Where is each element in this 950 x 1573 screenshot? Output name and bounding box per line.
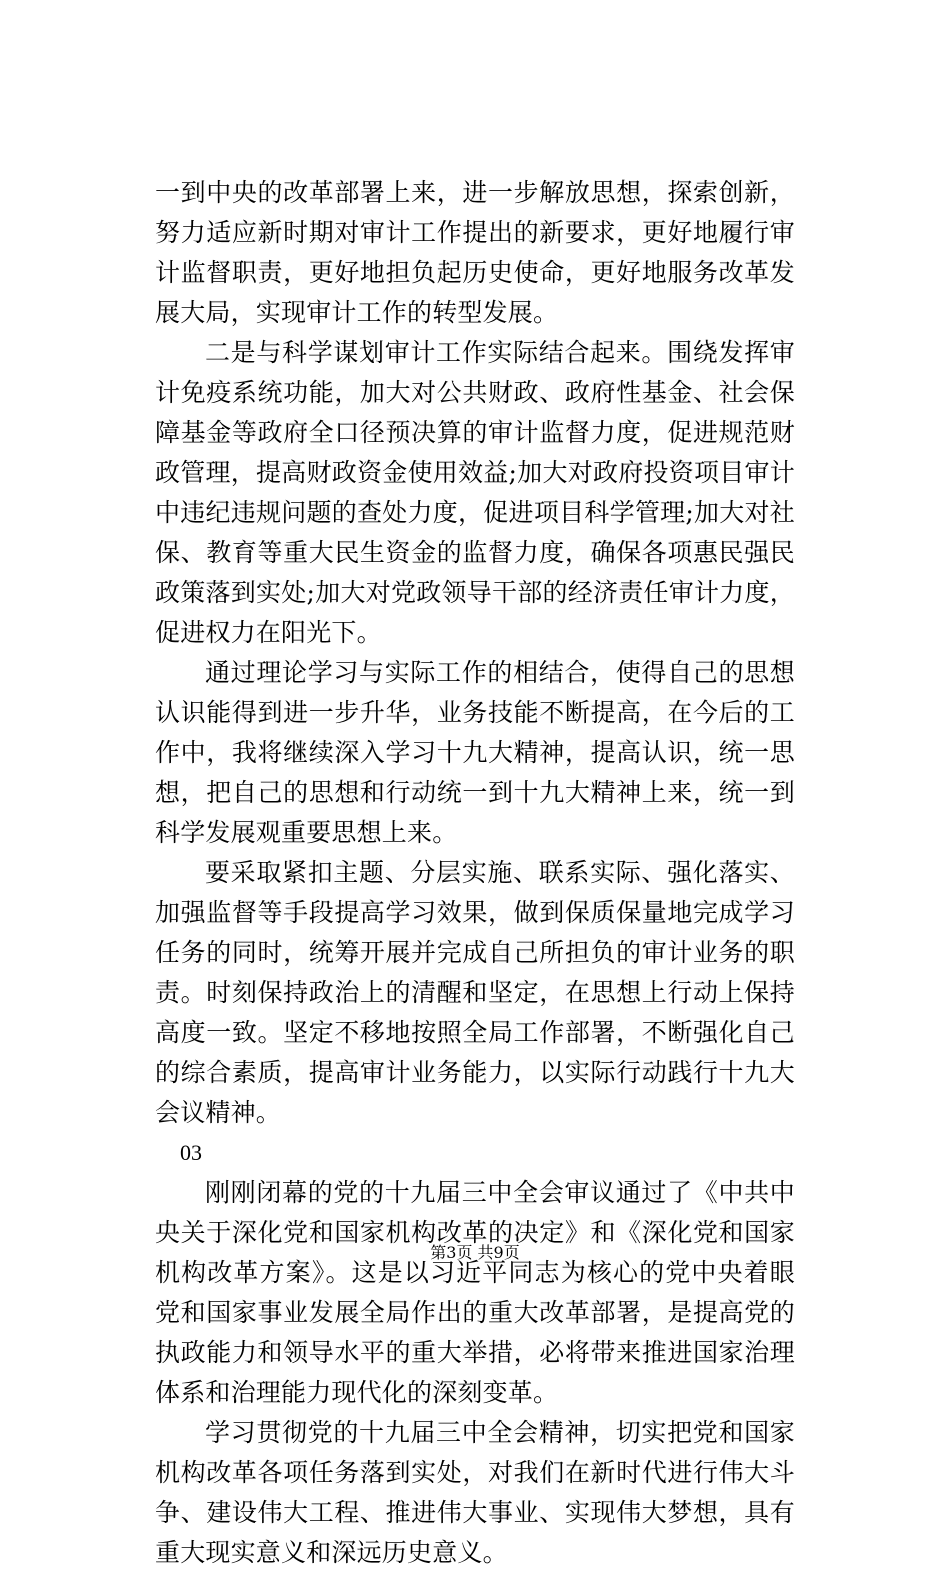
- paragraph-significance: 学习贯彻党的十九届三中全会精神，切实把党和国家机构改革各项任务落到实处，对我们在新时代进行伟大斗争、建设伟大工程、推进伟大事业、实现伟大梦想，具有重大现实意义和深远历史意义。: [155, 1418, 795, 1567]
- paragraph-audit-planning: 二是与科学谋划审计工作实际结合起来。围绕发挥审计免疫系统功能，加大对公共财政、政府性基金、社会保障基金等政府全口径预决算的审计监督力度，促进规范财政管理，提高财政资金使用效益;加大对政府投资项目审计中违纪违规问题的查处力度，促进项目科学管理;加大对社保、教育等重大民生资金的监督力度，确保各项惠民强民政策落到实处;加大对党政领导干部的经济责任审计力度，促进权力在阳光下。: [155, 338, 795, 647]
- page-footer: 第3页 共9页: [430, 1243, 520, 1262]
- document-body: [155, 173, 795, 1573]
- section-number: 03: [180, 1140, 202, 1165]
- paragraph-plenary-session: 刚刚闭幕的党的十九届三中全会审议通过了《中共中央关于深化党和国家机构改革的决定》和《深化党和国家机构改革方案》。这是以习近平同志为核心的党中央着眼党和国家事业发展全局作出的重大改革部署，是提高党的执政能力和领导水平的重大举措，必将带来推进国家治理体系和治理能力现代化的深刻变革。: [155, 1178, 795, 1407]
- paragraph-continuation: 一到中央的改革部署上来，进一步解放思想，探索创新，努力适应新时期对审计工作提出的新要求，更好地履行审计监督职责，更好地担负起历史使命，更好地服务改革发展大局，实现审计工作的转型发展。: [155, 178, 795, 327]
- paragraph-theory-practice: 通过理论学习与实际工作的相结合，使得自己的思想认识能得到进一步升华，业务技能不断提高，在今后的工作中，我将继续深入学习十九大精神，提高认识，统一思想，把自己的思想和行动统一到十九大精神上来，统一到科学发展观重要思想上来。: [155, 658, 795, 847]
- paragraph-study-measures: 要采取紧扣主题、分层实施、联系实际、强化落实、加强监督等手段提高学习效果，做到保质保量地完成学习任务的同时，统筹开展并完成自己所担负的审计业务的职责。时刻保持政治上的清醒和坚定，在思想上行动上保持高度一致。坚定不移地按照全局工作部署，不断强化自己的综合素质，提高审计业务能力，以实际行动践行十九大会议精神。: [155, 858, 795, 1127]
